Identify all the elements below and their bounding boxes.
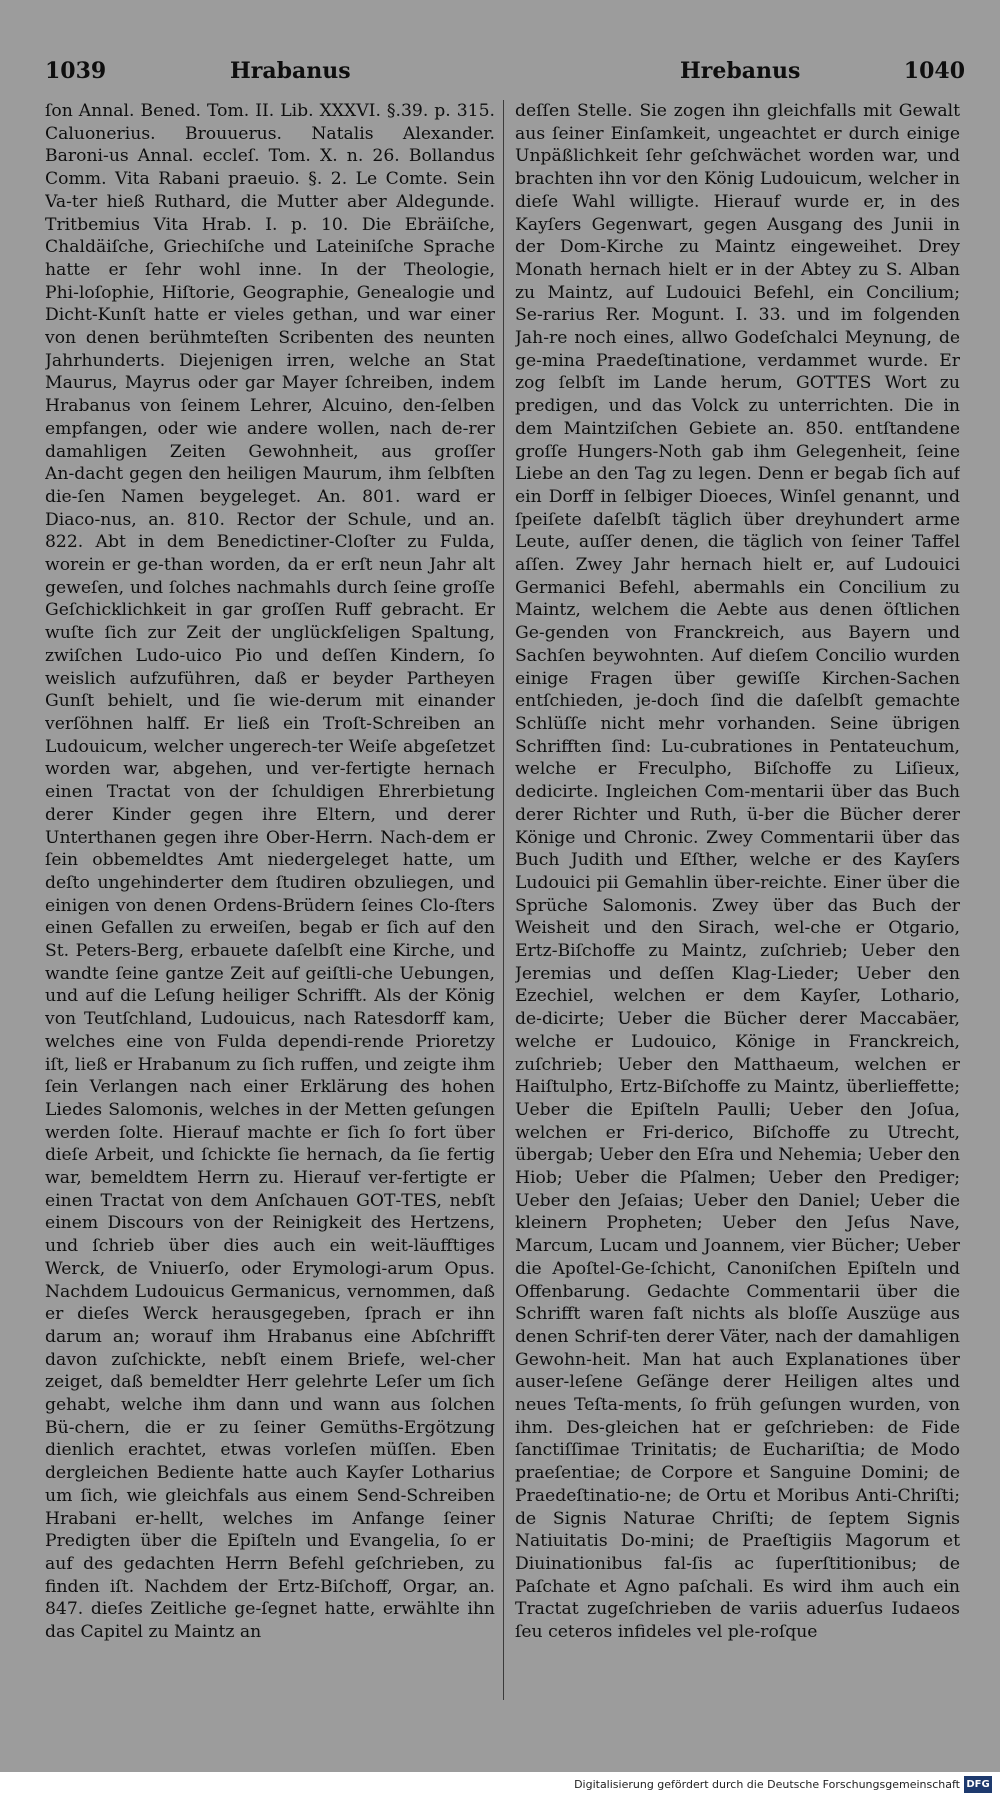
running-head-right: Hrebanus — [680, 58, 801, 84]
page-header — [45, 58, 965, 98]
funding-credit: Digitalisierung gefördert durch die Deutsche Forschungsgemeinschaft — [574, 1778, 960, 1791]
page-number-left: 1039 — [45, 58, 107, 84]
right-column-text: deſſen Stelle. Sie zogen ihn gleichfalls mit Gewalt aus ſeiner Einſamkeit, ungeachtet er durch einige Unpäßlichkeit ſehr geſchwächet worden war, und brachten ihn vor den König Ludouicum, welcher in dieſe Wahl willigte. Hierauf wurde er, in des Kayſers Gegenwart, gegen Ausgang des Junii in der Dom‑Kirche zu Maintz eingeweihet. Drey Monath hernach hielt er in der Abtey zu S. Alban zu Maintz, auf Ludouici Befehl, ein Concilium; Se‑rarius Rer. Mogunt. I. 33. und im folgenden Jah‑re noch eines, allwo Godeſchalci Meynung, de ge‑mina Praedeſtinatione, verdammet wurde. Er zog ſelbſt im Lande herum, GOTTES Wort zu predigen, und das Volck zu unterrichten. Die in dem Maintziſchen Gebiete an. 850. entſtandene groſſe Hungers‑Noth gab ihm Gelegenheit, ſeine Liebe an den Tag zu legen. Denn er begab ſich auf ein Dorff in ſelbiger Dioeces, Winſel genannt, und ſpeiſete daſelbſt täglich über dreyhundert arme Leute, auſſer denen, die täglich von ſeiner Taffel aſſen. Zwey Jahr hernach hielt er, auf Ludouici Germanici Befehl, abermahls ein Concilium zu Maintz, welchem die Aebte aus denen öſtlichen Ge‑genden von Franckreich, aus Bayern und Sachſen beywohnten. Auf dieſem Concilio wurden einige Fragen über gewiſſe Kirchen‑Sachen entſchieden, je‑doch ſind die daſelbſt gemachte Schlüſſe nicht mehr vorhanden. Seine übrigen Schrifften ſind: Lu‑cubrationes in Pentateuchum, welche er Freculpho, Biſchoffe zu Liſieux, dedicirte. Ingleichen Com‑mentarii über das Buch derer Richter und Ruth, ü‑ber die Bücher derer Könige und Chronic. Zwey Commentarii über das Buch Judith und Eſther, welche er des Kayſers Ludouici pii Gemahlin über‑reichte. Einer über die Sprüche Salomonis. Zwey über das Buch der Weisheit und den Sirach, wel‑che er Otgario, Ertz‑Biſchoffe zu Maintz, zuſchrieb; Ueber den Jeremias und deſſen Klag‑Lieder; Ueber den Ezechiel, welchen er dem Kayſer, Lothario, de‑dicirte; Ueber die Bücher derer Maccabäer, welche er Ludouico, Könige in Franckreich, zuſchrieb; Ueber den Matthaeum, welchen er Haiſtulpho, Ertz‑Biſchoffe zu Maintz, überlieffette; Ueber die Epiſteln Paulli; Ueber den Joſua, welchen er Fri‑derico, Biſchoffe zu Utrecht, übergab; Ueber den Eſra und Nehemia; Ueber den Hiob; Ueber die Pſalmen; Ueber den Prediger; Ueber den Jeſaias; Ueber den Daniel; Ueber die kleinern Propheten; Ueber den Jeſus Nave, Marcum, Lucam und Joannem, vier Bücher; Ueber die Apoſtel‑Ge‑ſchicht, Canoniſchen Epiſteln und Offenbarung. Gedachte Commentarii über die Schrifft waren faſt nichts als bloſſe Auszüge aus denen Schrif‑ten derer Väter, nach der damahligen Gewohn‑heit. Man hat auch Explanationes über auser‑leſene Geſänge derer Heiligen altes und neues Teſta‑ments, ſo früh geſungen wurden, von ihm. Des‑gleichen hat er geſchrieben: de Fide ſanctiſſimae Trinitatis; de Euchariſtia; de Modo praeſentiae; de Corpore et Sanguine Domini; de Praedeſtinatio‑ne; de Ortu et Moribus Anti‑Chriſti; de Signis Naturae Chriſti; de ſeptem Signis Natiuitatis Do‑mini; de Praeſtigiis Magorum et Diuinationibus fal‑ſis ac ſuperſtitionibus; de Paſchate et Agno paſchali. Es wird ihm auch ein Tractat zugeſchrieben de variis aduerſus Iudaeos ſeu ceteros infideles vel ple‑roſque — [515, 101, 960, 1643]
footer-bar — [0, 1772, 1000, 1799]
left-column — [45, 100, 495, 1720]
right-column — [515, 100, 960, 1720]
running-head-left: Hrabanus — [230, 58, 351, 84]
left-column-text: ſon Annal. Bened. Tom. II. Lib. XXXVI. §.39. p. 315. Caluonerius. Brouuerus. Natalis Alexander. Baroni‑us Annal. eccleſ. Tom. X. n. 26. Bollandus Comm. Vita Rabani praeuio. §. 2. Le Comte. Sein Va‑ter hieß Ruthard, die Mutter aber Aldegunde. Tritbemius Vita Hrab. I. p. 10. Die Ebräiſche, Chaldäiſche, Griechiſche und Lateiniſche Sprache hatte er ſehr wohl inne. In der Theologie, Phi‑loſophie, Hiſtorie, Geographie, Genealogie und Dicht‑Kunſt hatte er vieles gethan, und war einer von denen berühmteſten Scribenten des neunten Jahrhunderts. Diejenigen irren, welche an Stat Maurus, Mayrus oder gar Mayer ſchreiben, indem Hrabanus von ſeinem Lehrer, Alcuino, den‑ſelben empfangen, oder wie andere wollen, nach de‑rer damahligen Zeiten Gewohnheit, aus groſſer An‑dacht gegen den heiligen Maurum, ihm ſelbſten die‑ſen Namen beygeleget. An. 801. ward er Diaco‑nus, an. 810. Rector der Schule, und an. 822. Abt in dem Benedictiner‑Cloſter zu Fulda, worein er ge‑than worden, da er erſt neun Jahr alt geweſen, und ſolches nachmahls durch ſeine groſſe Geſchicklichkeit in gar groſſen Ruff gebracht. Er wuſte ſich zur Zeit der unglückſeligen Spaltung, zwiſchen Ludo‑uico Pio und deſſen Kindern, ſo weislich aufzuführen, daß er beyder Partheyen Gunſt behielt, und ſie wie‑derum mit einander verſöhnen halff. Er ließ ein Troſt‑Schreiben an Ludouicum, welcher ungerech‑ter Weiſe abgeſetzet worden war, abgehen, und ver‑fertigte hernach einen Tractat von der ſchuldigen Ehrerbietung derer Kinder gegen ihre Eltern, und derer Unterthanen gegen ihre Ober‑Herrn. Nach‑dem er ſein obbemeldtes Amt niedergeleget hatte, um deſto ungehinderter dem ſtudiren obzuliegen, und einigen von denen Ordens‑Brüdern ſeines Clo‑ſters einen Gefallen zu erweiſen, begab er ſich auf den St. Peters‑Berg, erbauete daſelbſt eine Kirche, und wandte ſeine gantze Zeit auf geiſtli‑che Uebungen, und auf die Leſung heiliger Schrifft. Als der König von Teutſchland, Ludouicus, nach Ratesdorff kam, welches eine von Fulda dependi‑rende Prioretzy iſt, ließ er Hrabanum zu ſich ruffen, und zeigte ihm ſein Verlangen nach einer Erklärung des hohen Liedes Salomonis, welches in der Metten geſungen werden ſolte. Hierauf machte er ſich ſo fort über dieſe Arbeit, und ſchickte ſie hernach, da ſie fertig war, bemeldtem Herrn zu. Hierauf ver‑fertigte er einen Tractat von dem Anſchauen GOT‑TES, nebſt einem Discours von der Reinigkeit des Hertzens, und ſchrieb über dies auch ein weit‑läufftiges Werck, de Vniuerſo, oder Erymologi‑arum Opus. Nachdem Ludouicus Germanicus, vernommen, daß er dieſes Werck herausgegeben, ſprach er ihn darum an; worauf ihm Hrabanus eine Abſchrifft davon zuſchickte, nebſt einem Briefe, wel‑cher zeiget, daß bemeldter Herr gelehrte Leſer um ſich gehabt, welche ihm dann und wann aus ſolchen Bü‑chern, die er zu ſeiner Gemüths‑Ergötzung dienlich erachtet, etwas vorleſen müſſen. Eben dergleichen Bediente hatte auch Kayſer Lotharius um ſich, wie gleichfals aus einem Send‑Schreiben Hrabani er‑hellt, welches im Anfange ſeiner Predigten über die Epiſteln und Evangelia, ſo er auf des gedachten Herrn Befehl geſchrieben, zu finden iſt. Nachdem der Ertz‑Biſchoff, Orgar, an. 847. dieſes Zeitliche ge‑ſegnet hatte, erwählte ihn das Capitel zu Maintz an — [45, 101, 495, 1643]
page-number-right: 1040 — [903, 58, 965, 84]
column-divider — [503, 100, 504, 1700]
dfg-logo: DFG — [964, 1776, 992, 1793]
